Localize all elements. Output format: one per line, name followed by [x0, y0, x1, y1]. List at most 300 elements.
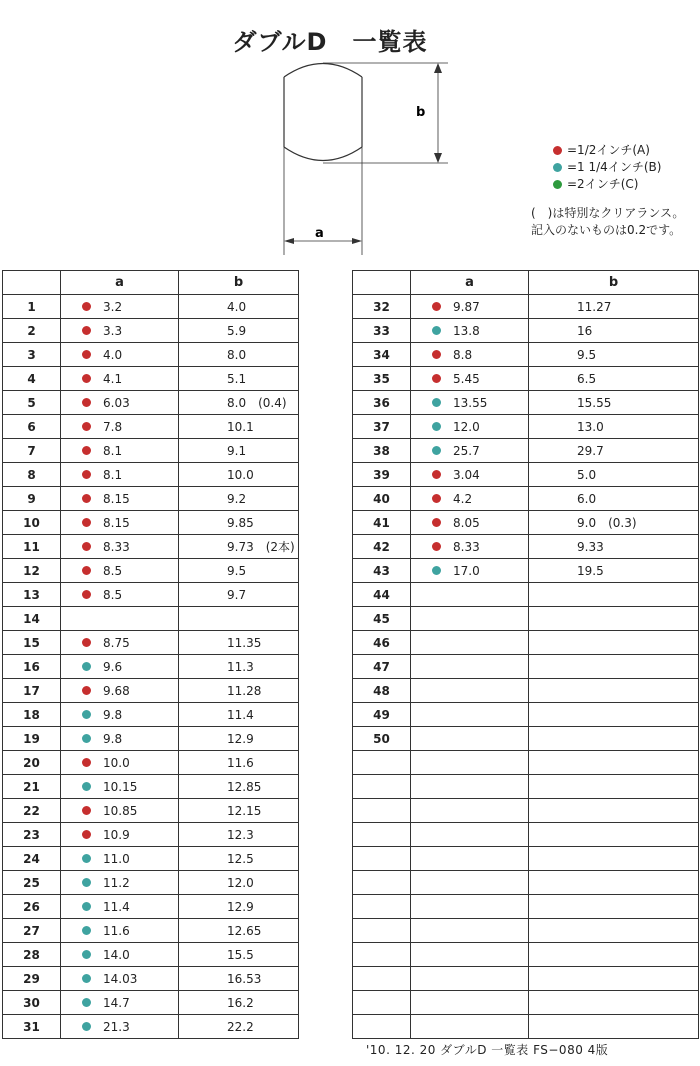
cell-a — [411, 439, 529, 463]
red-dot-icon — [82, 374, 91, 383]
value-a: 14.0 — [103, 947, 130, 962]
teal-dot-icon — [553, 163, 562, 172]
value-a: 4.0 — [103, 347, 123, 362]
cell-a — [61, 367, 179, 391]
table-row — [353, 1015, 699, 1039]
legend-item-a — [553, 142, 661, 159]
value-a: 8.15 — [103, 515, 130, 530]
cell-b — [529, 703, 699, 727]
table-row — [3, 367, 299, 391]
cell-b — [179, 439, 299, 463]
cell-a — [411, 535, 529, 559]
row-number: 6 — [3, 415, 61, 439]
cell-a — [61, 991, 179, 1015]
cell-b — [529, 871, 699, 895]
cell-b — [529, 511, 699, 535]
table-row — [353, 511, 699, 535]
value-a: 13.55 — [453, 395, 488, 410]
table-row — [3, 439, 299, 463]
red-dot-icon — [553, 146, 562, 155]
teal-dot-icon — [82, 734, 91, 743]
cell-b — [529, 559, 699, 583]
value-a: 11.6 — [103, 923, 130, 938]
red-dot-icon — [82, 518, 91, 527]
table-header-row — [3, 271, 299, 295]
row-number: 1 — [3, 295, 61, 319]
cell-a — [61, 631, 179, 655]
table-row — [3, 799, 299, 823]
table-row — [3, 559, 299, 583]
teal-dot-icon — [82, 662, 91, 671]
cell-a — [411, 895, 529, 919]
legend-label: =1/2インチ(A) — [567, 143, 650, 157]
row-number: 13 — [3, 583, 61, 607]
value-b: 9.0 — [577, 515, 597, 530]
cell-b — [529, 943, 699, 967]
value-b: 12.9 — [227, 899, 254, 914]
cell-b — [179, 871, 299, 895]
table-row — [353, 871, 699, 895]
value-a: 8.33 — [103, 539, 130, 554]
table-row — [3, 583, 299, 607]
cell-a — [61, 703, 179, 727]
cell-a — [411, 295, 529, 319]
cell-a — [411, 847, 529, 871]
table-row — [353, 943, 699, 967]
row-number: 45 — [353, 607, 411, 631]
table-row — [3, 463, 299, 487]
table-row — [3, 631, 299, 655]
value-a: 8.1 — [103, 443, 123, 458]
value-b: 8.0 — [227, 395, 247, 410]
cell-a — [61, 823, 179, 847]
row-number: 40 — [353, 487, 411, 511]
teal-dot-icon — [82, 1022, 91, 1031]
row-number: 48 — [353, 679, 411, 703]
row-number: 20 — [3, 751, 61, 775]
value-b: 4.0 — [227, 299, 247, 314]
row-number: 17 — [3, 679, 61, 703]
table-row — [3, 823, 299, 847]
table-row — [3, 871, 299, 895]
value-b: 12.5 — [227, 851, 254, 866]
row-number: 25 — [3, 871, 61, 895]
row-number: 14 — [3, 607, 61, 631]
cell-b — [179, 295, 299, 319]
cell-b — [529, 895, 699, 919]
row-number — [353, 847, 411, 871]
cell-b — [179, 655, 299, 679]
cell-a — [61, 535, 179, 559]
table-row — [353, 559, 699, 583]
value-a: 4.1 — [103, 371, 123, 386]
value-a: 8.05 — [453, 515, 480, 530]
row-number: 8 — [3, 463, 61, 487]
table-row — [3, 775, 299, 799]
red-dot-icon — [82, 566, 91, 575]
cell-a — [411, 1015, 529, 1039]
cell-a — [61, 967, 179, 991]
table-row — [3, 607, 299, 631]
row-number: 12 — [3, 559, 61, 583]
value-a: 4.2 — [453, 491, 473, 506]
cell-b — [179, 679, 299, 703]
table-row — [3, 991, 299, 1015]
cell-b — [529, 535, 699, 559]
row-number: 15 — [3, 631, 61, 655]
teal-dot-icon — [82, 974, 91, 983]
cell-a — [411, 943, 529, 967]
legend-label: =1 1/4インチ(B) — [567, 160, 662, 174]
cell-a — [61, 751, 179, 775]
red-dot-icon — [432, 374, 441, 383]
row-number — [353, 775, 411, 799]
header-a: a — [61, 271, 179, 295]
cell-a — [61, 919, 179, 943]
header-num — [353, 271, 411, 295]
cell-a — [61, 655, 179, 679]
table-row — [353, 967, 699, 991]
table-row — [353, 991, 699, 1015]
label-b: b — [416, 105, 426, 120]
value-b: 12.3 — [227, 827, 254, 842]
value-b: 10.0 — [227, 467, 254, 482]
cell-a — [411, 463, 529, 487]
row-number: 21 — [3, 775, 61, 799]
cell-a — [61, 511, 179, 535]
teal-dot-icon — [82, 950, 91, 959]
red-dot-icon — [432, 494, 441, 503]
cell-b — [179, 895, 299, 919]
table-row — [353, 631, 699, 655]
value-a: 5.45 — [453, 371, 480, 386]
cell-b — [179, 583, 299, 607]
table-row — [3, 679, 299, 703]
row-number — [353, 871, 411, 895]
value-b: 16.53 — [227, 971, 262, 986]
cell-a — [61, 295, 179, 319]
value-a: 17.0 — [453, 563, 480, 578]
table-row — [3, 415, 299, 439]
cell-b — [179, 391, 299, 415]
row-number: 2 — [3, 319, 61, 343]
cell-b — [179, 823, 299, 847]
cell-a — [411, 319, 529, 343]
legend-item-c — [553, 176, 661, 193]
row-number: 34 — [353, 343, 411, 367]
value-a: 13.8 — [453, 323, 480, 338]
teal-dot-icon — [82, 902, 91, 911]
cell-b — [179, 511, 299, 535]
legend — [553, 142, 661, 193]
cell-a — [411, 799, 529, 823]
cell-b — [529, 439, 699, 463]
row-number: 35 — [353, 367, 411, 391]
cell-a — [411, 583, 529, 607]
red-dot-icon — [82, 398, 91, 407]
row-number: 47 — [353, 655, 411, 679]
table-row — [3, 967, 299, 991]
red-dot-icon — [432, 542, 441, 551]
row-number — [353, 943, 411, 967]
table-row — [353, 607, 699, 631]
value-a: 10.0 — [103, 755, 130, 770]
cell-b — [529, 415, 699, 439]
table-row — [353, 703, 699, 727]
cell-a — [61, 487, 179, 511]
table-row — [3, 511, 299, 535]
row-number: 38 — [353, 439, 411, 463]
cell-b — [179, 943, 299, 967]
table-row — [3, 343, 299, 367]
value-b: 11.27 — [577, 299, 612, 314]
table-row — [353, 439, 699, 463]
cell-b — [179, 343, 299, 367]
cell-b — [529, 799, 699, 823]
cell-b — [179, 1015, 299, 1039]
table-row — [3, 727, 299, 751]
red-dot-icon — [82, 686, 91, 695]
cell-a — [411, 367, 529, 391]
value-a: 21.3 — [103, 1019, 130, 1034]
value-b: 19.5 — [577, 563, 604, 578]
value-b: 12.9 — [227, 731, 254, 746]
row-number: 30 — [3, 991, 61, 1015]
cell-b — [179, 799, 299, 823]
cell-b — [529, 847, 699, 871]
cell-b — [179, 967, 299, 991]
cell-a — [411, 415, 529, 439]
row-number: 22 — [3, 799, 61, 823]
value-b: 9.85 — [227, 515, 254, 530]
teal-dot-icon — [432, 398, 441, 407]
row-number: 33 — [353, 319, 411, 343]
cell-a — [61, 319, 179, 343]
table-row — [353, 775, 699, 799]
row-number: 4 — [3, 367, 61, 391]
value-a: 6.03 — [103, 395, 130, 410]
table-row — [353, 367, 699, 391]
cell-a — [61, 463, 179, 487]
header-b: b — [179, 271, 299, 295]
cell-b — [529, 487, 699, 511]
cell-b — [529, 343, 699, 367]
value-b: 9.7 — [227, 587, 247, 602]
cell-b — [529, 727, 699, 751]
cell-a — [61, 607, 179, 631]
value-b: 5.1 — [227, 371, 247, 386]
cell-a — [411, 727, 529, 751]
cell-a — [61, 847, 179, 871]
cell-a — [411, 823, 529, 847]
cell-a — [411, 703, 529, 727]
cell-b — [179, 775, 299, 799]
cell-a — [411, 919, 529, 943]
page-title: ダブルD 一覧表 — [232, 28, 428, 56]
cell-a — [61, 343, 179, 367]
cell-a — [411, 343, 529, 367]
header-b: b — [529, 271, 699, 295]
red-dot-icon — [82, 830, 91, 839]
table-row — [3, 1015, 299, 1039]
table-row — [3, 751, 299, 775]
row-number: 18 — [3, 703, 61, 727]
cell-b — [179, 415, 299, 439]
cell-b — [179, 703, 299, 727]
table-row — [353, 391, 699, 415]
table-row — [353, 799, 699, 823]
table-row — [3, 943, 299, 967]
row-number: 42 — [353, 535, 411, 559]
table-right — [352, 270, 699, 1039]
value-b: 15.55 — [577, 395, 612, 410]
clearance-note — [531, 205, 684, 239]
cell-a — [411, 559, 529, 583]
value-a: 8.33 — [453, 539, 480, 554]
row-number: 24 — [3, 847, 61, 871]
cell-a — [411, 631, 529, 655]
cell-a — [61, 391, 179, 415]
header-num — [3, 271, 61, 295]
value-a: 7.8 — [103, 419, 123, 434]
red-dot-icon — [82, 422, 91, 431]
cell-a — [61, 775, 179, 799]
cell-b — [529, 391, 699, 415]
value-a: 11.4 — [103, 899, 130, 914]
row-number: 5 — [3, 391, 61, 415]
red-dot-icon — [82, 302, 91, 311]
cell-a — [61, 799, 179, 823]
value-b: 5.9 — [227, 323, 247, 338]
cell-a — [411, 607, 529, 631]
row-number: 29 — [3, 967, 61, 991]
value-a: 14.03 — [103, 971, 138, 986]
value-a: 10.85 — [103, 803, 138, 818]
cell-a — [411, 775, 529, 799]
red-dot-icon — [82, 350, 91, 359]
cell-b — [179, 847, 299, 871]
value-a: 8.8 — [453, 347, 473, 362]
row-number: 26 — [3, 895, 61, 919]
table-row — [353, 919, 699, 943]
value-a: 12.0 — [453, 419, 480, 434]
value-b: 29.7 — [577, 443, 604, 458]
cell-b — [529, 679, 699, 703]
table-row — [3, 847, 299, 871]
red-dot-icon — [82, 758, 91, 767]
value-a: 3.04 — [453, 467, 480, 482]
table-row — [3, 703, 299, 727]
value-a: 3.3 — [103, 323, 123, 338]
table-row — [353, 679, 699, 703]
cell-a — [61, 727, 179, 751]
row-number: 3 — [3, 343, 61, 367]
value-b: 11.6 — [227, 755, 254, 770]
cell-a — [61, 439, 179, 463]
row-number: 16 — [3, 655, 61, 679]
table-row — [3, 487, 299, 511]
note-line: ( )は特別なクリアランス。 — [531, 206, 685, 220]
row-number: 36 — [353, 391, 411, 415]
cell-a — [411, 487, 529, 511]
cell-b — [529, 991, 699, 1015]
value-a: 9.8 — [103, 707, 123, 722]
row-number: 50 — [353, 727, 411, 751]
cell-b — [179, 463, 299, 487]
table-header-row — [353, 271, 699, 295]
value-b: 16 — [577, 323, 593, 338]
row-number: 28 — [3, 943, 61, 967]
row-number — [353, 967, 411, 991]
value-b: 12.65 — [227, 923, 262, 938]
cell-a — [411, 511, 529, 535]
value-b: 22.2 — [227, 1019, 254, 1034]
table-row — [3, 319, 299, 343]
cell-b — [529, 751, 699, 775]
cell-a — [61, 871, 179, 895]
row-number: 7 — [3, 439, 61, 463]
table-row — [353, 655, 699, 679]
red-dot-icon — [432, 350, 441, 359]
cell-b — [179, 991, 299, 1015]
cell-b — [179, 559, 299, 583]
red-dot-icon — [82, 446, 91, 455]
value-b: 15.5 — [227, 947, 254, 962]
value-a: 10.15 — [103, 779, 138, 794]
cell-a — [411, 871, 529, 895]
cell-b — [529, 583, 699, 607]
table-row — [3, 535, 299, 559]
teal-dot-icon — [82, 926, 91, 935]
cell-a — [411, 655, 529, 679]
double-d-diagram — [270, 55, 470, 255]
legend-label: =2インチ(C) — [567, 177, 639, 191]
cell-b — [529, 631, 699, 655]
value-a: 8.5 — [103, 563, 123, 578]
value-b: 12.0 — [227, 875, 254, 890]
cell-b — [529, 967, 699, 991]
green-dot-icon — [553, 180, 562, 189]
table-row — [353, 343, 699, 367]
teal-dot-icon — [82, 998, 91, 1007]
value-b: 12.85 — [227, 779, 262, 794]
value-b: 11.35 — [227, 635, 262, 650]
cell-b — [179, 319, 299, 343]
value-a: 9.87 — [453, 299, 480, 314]
value-b: 8.0 — [227, 347, 247, 362]
value-b: 9.1 — [227, 443, 247, 458]
value-a: 9.68 — [103, 683, 130, 698]
value-b: 9.5 — [577, 347, 597, 362]
cell-a — [61, 679, 179, 703]
table-row — [353, 487, 699, 511]
red-dot-icon — [432, 470, 441, 479]
value-b: 16.2 — [227, 995, 254, 1010]
value-b: 5.0 — [577, 467, 597, 482]
table-row — [3, 895, 299, 919]
teal-dot-icon — [432, 566, 441, 575]
row-number: 27 — [3, 919, 61, 943]
value-a: 9.8 — [103, 731, 123, 746]
cell-b — [529, 1015, 699, 1039]
value-a: 9.6 — [103, 659, 123, 674]
clearance-value: (0.3) — [608, 515, 637, 530]
cell-b — [529, 655, 699, 679]
cell-a — [61, 943, 179, 967]
header-a: a — [411, 271, 529, 295]
red-dot-icon — [82, 326, 91, 335]
cell-a — [411, 991, 529, 1015]
